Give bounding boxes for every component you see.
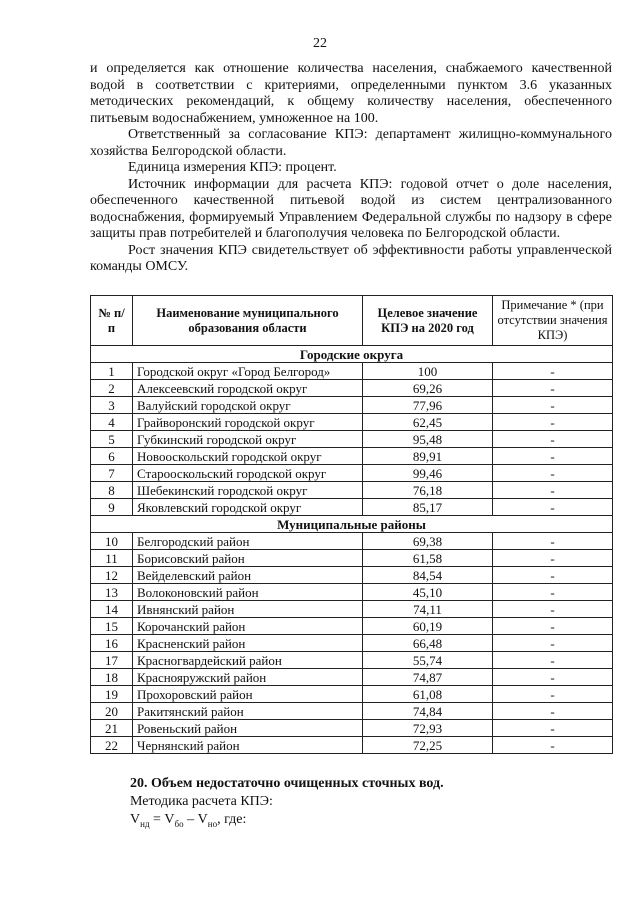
body-text: [90, 61, 612, 276]
target-value: 77,96: [363, 397, 493, 414]
municipality-name: Ивнянский район: [133, 601, 363, 618]
formula-lhs-sub: нд: [140, 818, 150, 829]
municipality-name: Красненский район: [133, 635, 363, 652]
page-number: 22: [313, 36, 327, 51]
row-number: 1: [91, 363, 133, 380]
row-number: 7: [91, 465, 133, 482]
section-title: Муниципальные районы: [91, 516, 613, 533]
municipality-name: Городской округ «Город Белгород»: [133, 363, 363, 380]
note-value: -: [493, 397, 613, 414]
note-value: -: [493, 686, 613, 703]
paragraph: Единица измерения КПЭ: процент.: [128, 160, 337, 175]
section-title: Городские округа: [91, 346, 613, 363]
note-value: -: [493, 533, 613, 550]
row-number: 10: [91, 533, 133, 550]
target-value: 99,46: [363, 465, 493, 482]
row-number: 5: [91, 431, 133, 448]
municipality-name: Волоконовский район: [133, 584, 363, 601]
row-number: 9: [91, 499, 133, 516]
note-value: -: [493, 618, 613, 635]
municipality-name: Чернянский район: [133, 737, 363, 754]
row-number: 2: [91, 380, 133, 397]
row-number: 22: [91, 737, 133, 754]
note-value: -: [493, 669, 613, 686]
row-number: 3: [91, 397, 133, 414]
row-number: 15: [91, 618, 133, 635]
note-value: -: [493, 737, 613, 754]
municipality-name: Борисовский район: [133, 550, 363, 567]
municipality-name: Яковлевский городской округ: [133, 499, 363, 516]
row-number: 6: [91, 448, 133, 465]
target-value: 66,48: [363, 635, 493, 652]
paragraph: Рост значения КПЭ свидетельствует об эффективности работы управленческой команды ОМСУ.: [90, 242, 612, 274]
row-number: 17: [91, 652, 133, 669]
row-number: 13: [91, 584, 133, 601]
row-number: 19: [91, 686, 133, 703]
note-value: -: [493, 720, 613, 737]
paragraph: Источник информации для расчета КПЭ: годовой отчет о доле населения, обеспеченного качественной питьевой водой из систем централизованного водоснабжения, формируемый Управлением Федеральной службы по надзору в сфере защиты прав потребителей и благополучия человека по Белгородской области.: [90, 176, 612, 241]
row-number: 20: [91, 703, 133, 720]
note-value: -: [493, 584, 613, 601]
table-row: [91, 737, 613, 754]
section-heading: 20. Объем недостаточно очищенных сточных вод.: [130, 776, 444, 791]
table-header-row: [91, 296, 613, 346]
formula-minus: – V: [183, 812, 208, 827]
table-row: [91, 431, 613, 448]
note-value: -: [493, 703, 613, 720]
row-number: 21: [91, 720, 133, 737]
table-row: [91, 465, 613, 482]
municipality-name: Белгородский район: [133, 533, 363, 550]
table-row: [91, 482, 613, 499]
target-value: 72,25: [363, 737, 493, 754]
formula-lhs: V: [130, 812, 141, 827]
target-value: 100: [363, 363, 493, 380]
municipality-name: Краснояружский район: [133, 669, 363, 686]
table-row: [91, 567, 613, 584]
note-value: -: [493, 380, 613, 397]
target-value: 84,54: [363, 567, 493, 584]
note-value: -: [493, 414, 613, 431]
table-row: [91, 550, 613, 567]
section-row-municipal-districts: [91, 516, 613, 533]
target-value: 61,08: [363, 686, 493, 703]
note-value: -: [493, 465, 613, 482]
table-row: [91, 703, 613, 720]
target-value: 85,17: [363, 499, 493, 516]
paragraph: Ответственный за согласование КПЭ: департамент жилищно-коммунального хозяйства Белгородской области.: [90, 127, 612, 159]
formula-t1-sub: бо: [174, 818, 184, 829]
table-row: [91, 686, 613, 703]
target-value: 61,58: [363, 550, 493, 567]
formula-t2-sub: но: [207, 818, 218, 829]
table-row: [91, 635, 613, 652]
note-value: -: [493, 448, 613, 465]
municipality-name: Корочанский район: [133, 618, 363, 635]
table-row: [91, 720, 613, 737]
row-number: 4: [91, 414, 133, 431]
target-value: 55,74: [363, 652, 493, 669]
note-value: -: [493, 363, 613, 380]
note-value: -: [493, 431, 613, 448]
target-value: 74,87: [363, 669, 493, 686]
table-row: [91, 414, 613, 431]
target-value: 89,91: [363, 448, 493, 465]
municipality-name: Вейделевский район: [133, 567, 363, 584]
row-number: 18: [91, 669, 133, 686]
table-body: [91, 346, 613, 754]
table-row: [91, 584, 613, 601]
table-row: [91, 380, 613, 397]
municipality-name: Ровеньский район: [133, 720, 363, 737]
table-row: [91, 448, 613, 465]
target-value: 76,18: [363, 482, 493, 499]
table-row: [91, 533, 613, 550]
kpi-table: [90, 295, 613, 754]
table-row: [91, 601, 613, 618]
header-target: Целевое значение КПЭ на 2020 год: [363, 296, 493, 346]
formula: [130, 811, 610, 833]
note-value: -: [493, 550, 613, 567]
municipality-name: Старооскольский городской округ: [133, 465, 363, 482]
note-value: -: [493, 601, 613, 618]
formula-tail: , где:: [217, 812, 247, 827]
table-row: [91, 363, 613, 380]
table-row: [91, 397, 613, 414]
municipality-name: Губкинский городской округ: [133, 431, 363, 448]
table-row: [91, 499, 613, 516]
header-note: Примечание * (при отсутствии значения КПЭ): [493, 296, 613, 346]
municipality-name: Новооскольский городской округ: [133, 448, 363, 465]
note-value: -: [493, 567, 613, 584]
note-value: -: [493, 499, 613, 516]
table-row: [91, 618, 613, 635]
row-number: 8: [91, 482, 133, 499]
note-value: -: [493, 652, 613, 669]
row-number: 11: [91, 550, 133, 567]
target-value: 62,45: [363, 414, 493, 431]
row-number: 14: [91, 601, 133, 618]
municipality-name: Ракитянский район: [133, 703, 363, 720]
paragraph: и определяется как отношение количества населения, снабжаемого качественной водой в соответствии с критериями, определенными пунктом 3.6 указанных методических рекомендаций, к общему количеству населения, обеспеченного питьевым водоснабжением, умноженное на 100.: [90, 61, 612, 126]
target-value: 60,19: [363, 618, 493, 635]
formula-eq: = V: [149, 812, 175, 827]
municipality-name: Прохоровский район: [133, 686, 363, 703]
target-value: 69,26: [363, 380, 493, 397]
table-row: [91, 669, 613, 686]
header-num: № п/п: [91, 296, 133, 346]
municipality-name: Грайворонский городской округ: [133, 414, 363, 431]
section-row-urban-districts: [91, 346, 613, 363]
row-number: 16: [91, 635, 133, 652]
header-name: Наименование муниципального образования области: [133, 296, 363, 346]
target-value: 45,10: [363, 584, 493, 601]
municipality-name: Алексеевский городской округ: [133, 380, 363, 397]
target-value: 95,48: [363, 431, 493, 448]
target-value: 74,11: [363, 601, 493, 618]
municipality-name: Валуйский городской округ: [133, 397, 363, 414]
municipality-name: Шебекинский городской округ: [133, 482, 363, 499]
note-value: -: [493, 635, 613, 652]
target-value: 69,38: [363, 533, 493, 550]
target-value: 72,93: [363, 720, 493, 737]
municipality-name: Красногвардейский район: [133, 652, 363, 669]
method-label: Методика расчета КПЭ:: [130, 794, 273, 809]
next-section: [130, 775, 610, 833]
row-number: 12: [91, 567, 133, 584]
table-row: [91, 652, 613, 669]
target-value: 74,84: [363, 703, 493, 720]
note-value: -: [493, 482, 613, 499]
